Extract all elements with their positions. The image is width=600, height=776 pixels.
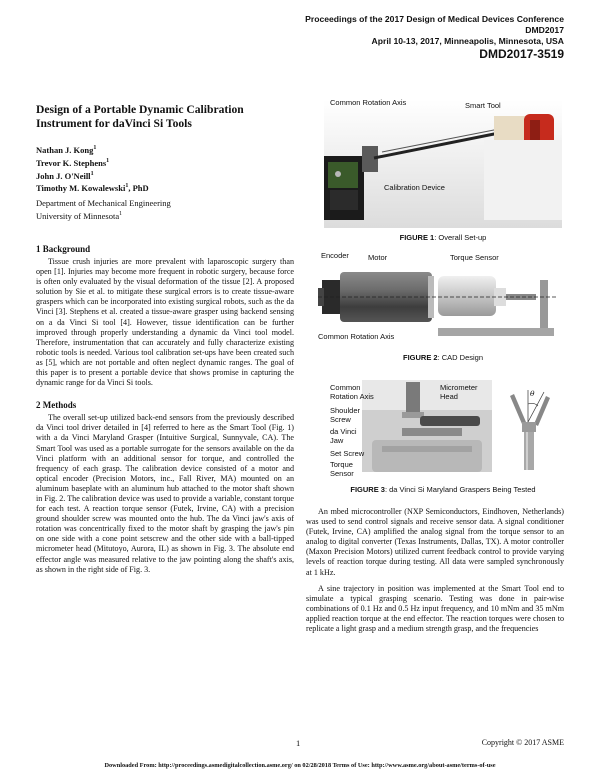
methods-text: The overall set-up utilized back-end sensors from the previously described da Vinci tool driver detailed in [4] referred to here as the Smart Tool (Fig. 1) with a da Vinci Maryland Grasper (Intuitive Surgical, Sunnyvale, CA). The Smart Tool was used as a portable surrogate for the sensors available on the da Vinci platform with an additional sensor for torque, and controlled the frequency of each grasp. The calibration device consisted of a motor and optical encoder (Precision Motors, inc., Fall River, MA) mounted on an aluminum baseplate with an aluminum hub attached to the motor shaft shown in Fig. 2. The calibration device was used to provide a variable, constant torque for each test. A reaction torque sensor (Futek, Irvine, CA) with a precision ground shoulder screw was mounted onto the hub. The da Vinci jaw's axis of rotation was concentrically fixed to the motor shaft by grasping the jaw's pin on one side with a cone point setscrew and the other side with a ball-tipped micrometer head (Mitutoyo, Aurora, IL) as shown in Fig. 3. The absolute end effector angle was measured relative to the jaw pointing along the shaft's axis, as shown in the right side of Fig. 3. xyxy=(36,413,294,574)
conference-dates: April 10-13, 2017, Minneapolis, Minnesota, USA xyxy=(371,36,564,46)
figure-1-photo xyxy=(324,100,562,228)
fig1-label-calibration-device: Calibration Device xyxy=(384,183,445,192)
right-column-text xyxy=(306,507,564,640)
fig2-label-common-rotation-axis: Common Rotation Axis xyxy=(318,332,395,341)
fig1-label-common-rotation-axis: Common Rotation Axis xyxy=(330,98,407,107)
conference-name: Proceedings of the 2017 Design of Medical Devices Conference xyxy=(305,14,564,24)
methods-heading: 2 Methods xyxy=(36,400,77,411)
fig3-label-set-screw: Set Screw xyxy=(330,449,365,458)
right-paragraph-1: An mbed microcontroller (NXP Semiconductors, Eindhoven, Netherlands) was used to send control signals and receive sensor data. A signal conditioner (Futek, Irvine, CA) amplified the analog signal from the torque sensor to an analog to digital converter (Texas Instruments, Dallas, TX). A motor controller (Maxon Precision Motors) utilized current feedback control to provide varying levels of reaction torque during testing. All data were sampled synchronously at 1 kHz. xyxy=(306,507,564,577)
right-paragraph-2: A sine trajectory in position was implemented at the Smart Tool end to simulate a typical grasping scenario. Testing was done in pair-wise combinations of 0.1 Hz and 0.5 Hz input frequency, and 10 mNm and 35 mNm applied reaction torque at the end effector. The reaction torques were chosen to replicate a light grasp and a medium strength grasp, and the frequencies xyxy=(306,583,564,634)
author-list xyxy=(36,143,149,194)
author-2: Trevor K. Stephens$^1$ xyxy=(36,157,110,168)
fig3-label-shoulder-screw: Shoulder Screw xyxy=(330,406,361,424)
fig1-label-smart-tool: Smart Tool xyxy=(465,101,501,110)
background-heading: 1 Background xyxy=(36,244,91,254)
fig3-label-theta: θ xyxy=(530,389,535,398)
page-number: 1 xyxy=(296,738,301,748)
fig2-label-encoder: Encoder xyxy=(321,251,349,260)
fig3-label-micrometer-head: Micrometer Head xyxy=(440,383,478,401)
figure-3-caption: FIGURE 3: da Vinci Si Maryland Graspers Being Tested xyxy=(350,485,536,494)
author-1: Nathan J. Kong$^1$ xyxy=(36,144,97,155)
figure-3-jaw-diagram xyxy=(494,382,564,472)
left-column xyxy=(36,244,294,575)
figure-1-caption: FIGURE 1: Overall Set-up xyxy=(399,233,487,242)
paper-title: Design of a Portable Dynamic Calibration Instrument for daVinci Si Tools xyxy=(36,103,244,130)
conference-header xyxy=(305,14,564,61)
background-text: Tissue crush injuries are more prevalent with laparoscopic surgery than open [1]. Injuries may become more frequent in robotic surgery, because force is often only evaluated by the visual deformation of the tissue [2]. A proposed solution by Sie et al. to mitigate these surgical errors is to create tissue-aware graspers which can be incorporated into existing surgical robots, such as the da Vinci [3]. Stephens et al. created a tissue-aware grasper using backend sensing on a da Vinci Si tool [4]. However, tissue identification can be further improved through properly understanding a dynamic da Vinci tool model. Therefore, instrumentation that can accurately and fully characterize existing robotic tools is needed. Various tool calibration set-ups have been created such as [5], which are not portable and often neglect dynamic ranges. The goal of this paper is to present a portable device that shows promise in capturing the dynamic range for da Vinci Si tools. xyxy=(36,257,294,388)
fig3-label-torque-sensor: Torque Sensor xyxy=(330,460,354,478)
fig2-label-motor: Motor xyxy=(368,253,388,262)
author-3: John J. O'Neill$^1$ xyxy=(36,170,94,181)
university: University of Minnesota$^1$ xyxy=(36,210,123,221)
copyright: Copyright © 2017 ASME xyxy=(481,738,564,747)
conference-code: DMD2017 xyxy=(525,25,564,35)
department: Department of Mechanical Engineering xyxy=(36,198,171,208)
author-4: Timothy M. Kowalewski$^1$, PhD xyxy=(36,183,149,194)
fig2-label-torque-sensor: Torque Sensor xyxy=(450,253,499,262)
affiliation xyxy=(36,198,171,221)
fig3-label-common-rotation-axis: Common Rotation Axis xyxy=(330,383,374,401)
figure-2-caption: FIGURE 2: CAD Design xyxy=(402,353,484,362)
fig3-label-da-vinci-jaw: da Vinci Jaw xyxy=(330,427,357,445)
paper-id: DMD2017-3519 xyxy=(479,47,564,61)
download-footer: Downloaded From: http://proceedings.asmedigitalcollection.asme.org/ on 02/28/2018 Terms of Use: http://www.asme.org/about-asme/terms-of-use xyxy=(104,762,496,769)
